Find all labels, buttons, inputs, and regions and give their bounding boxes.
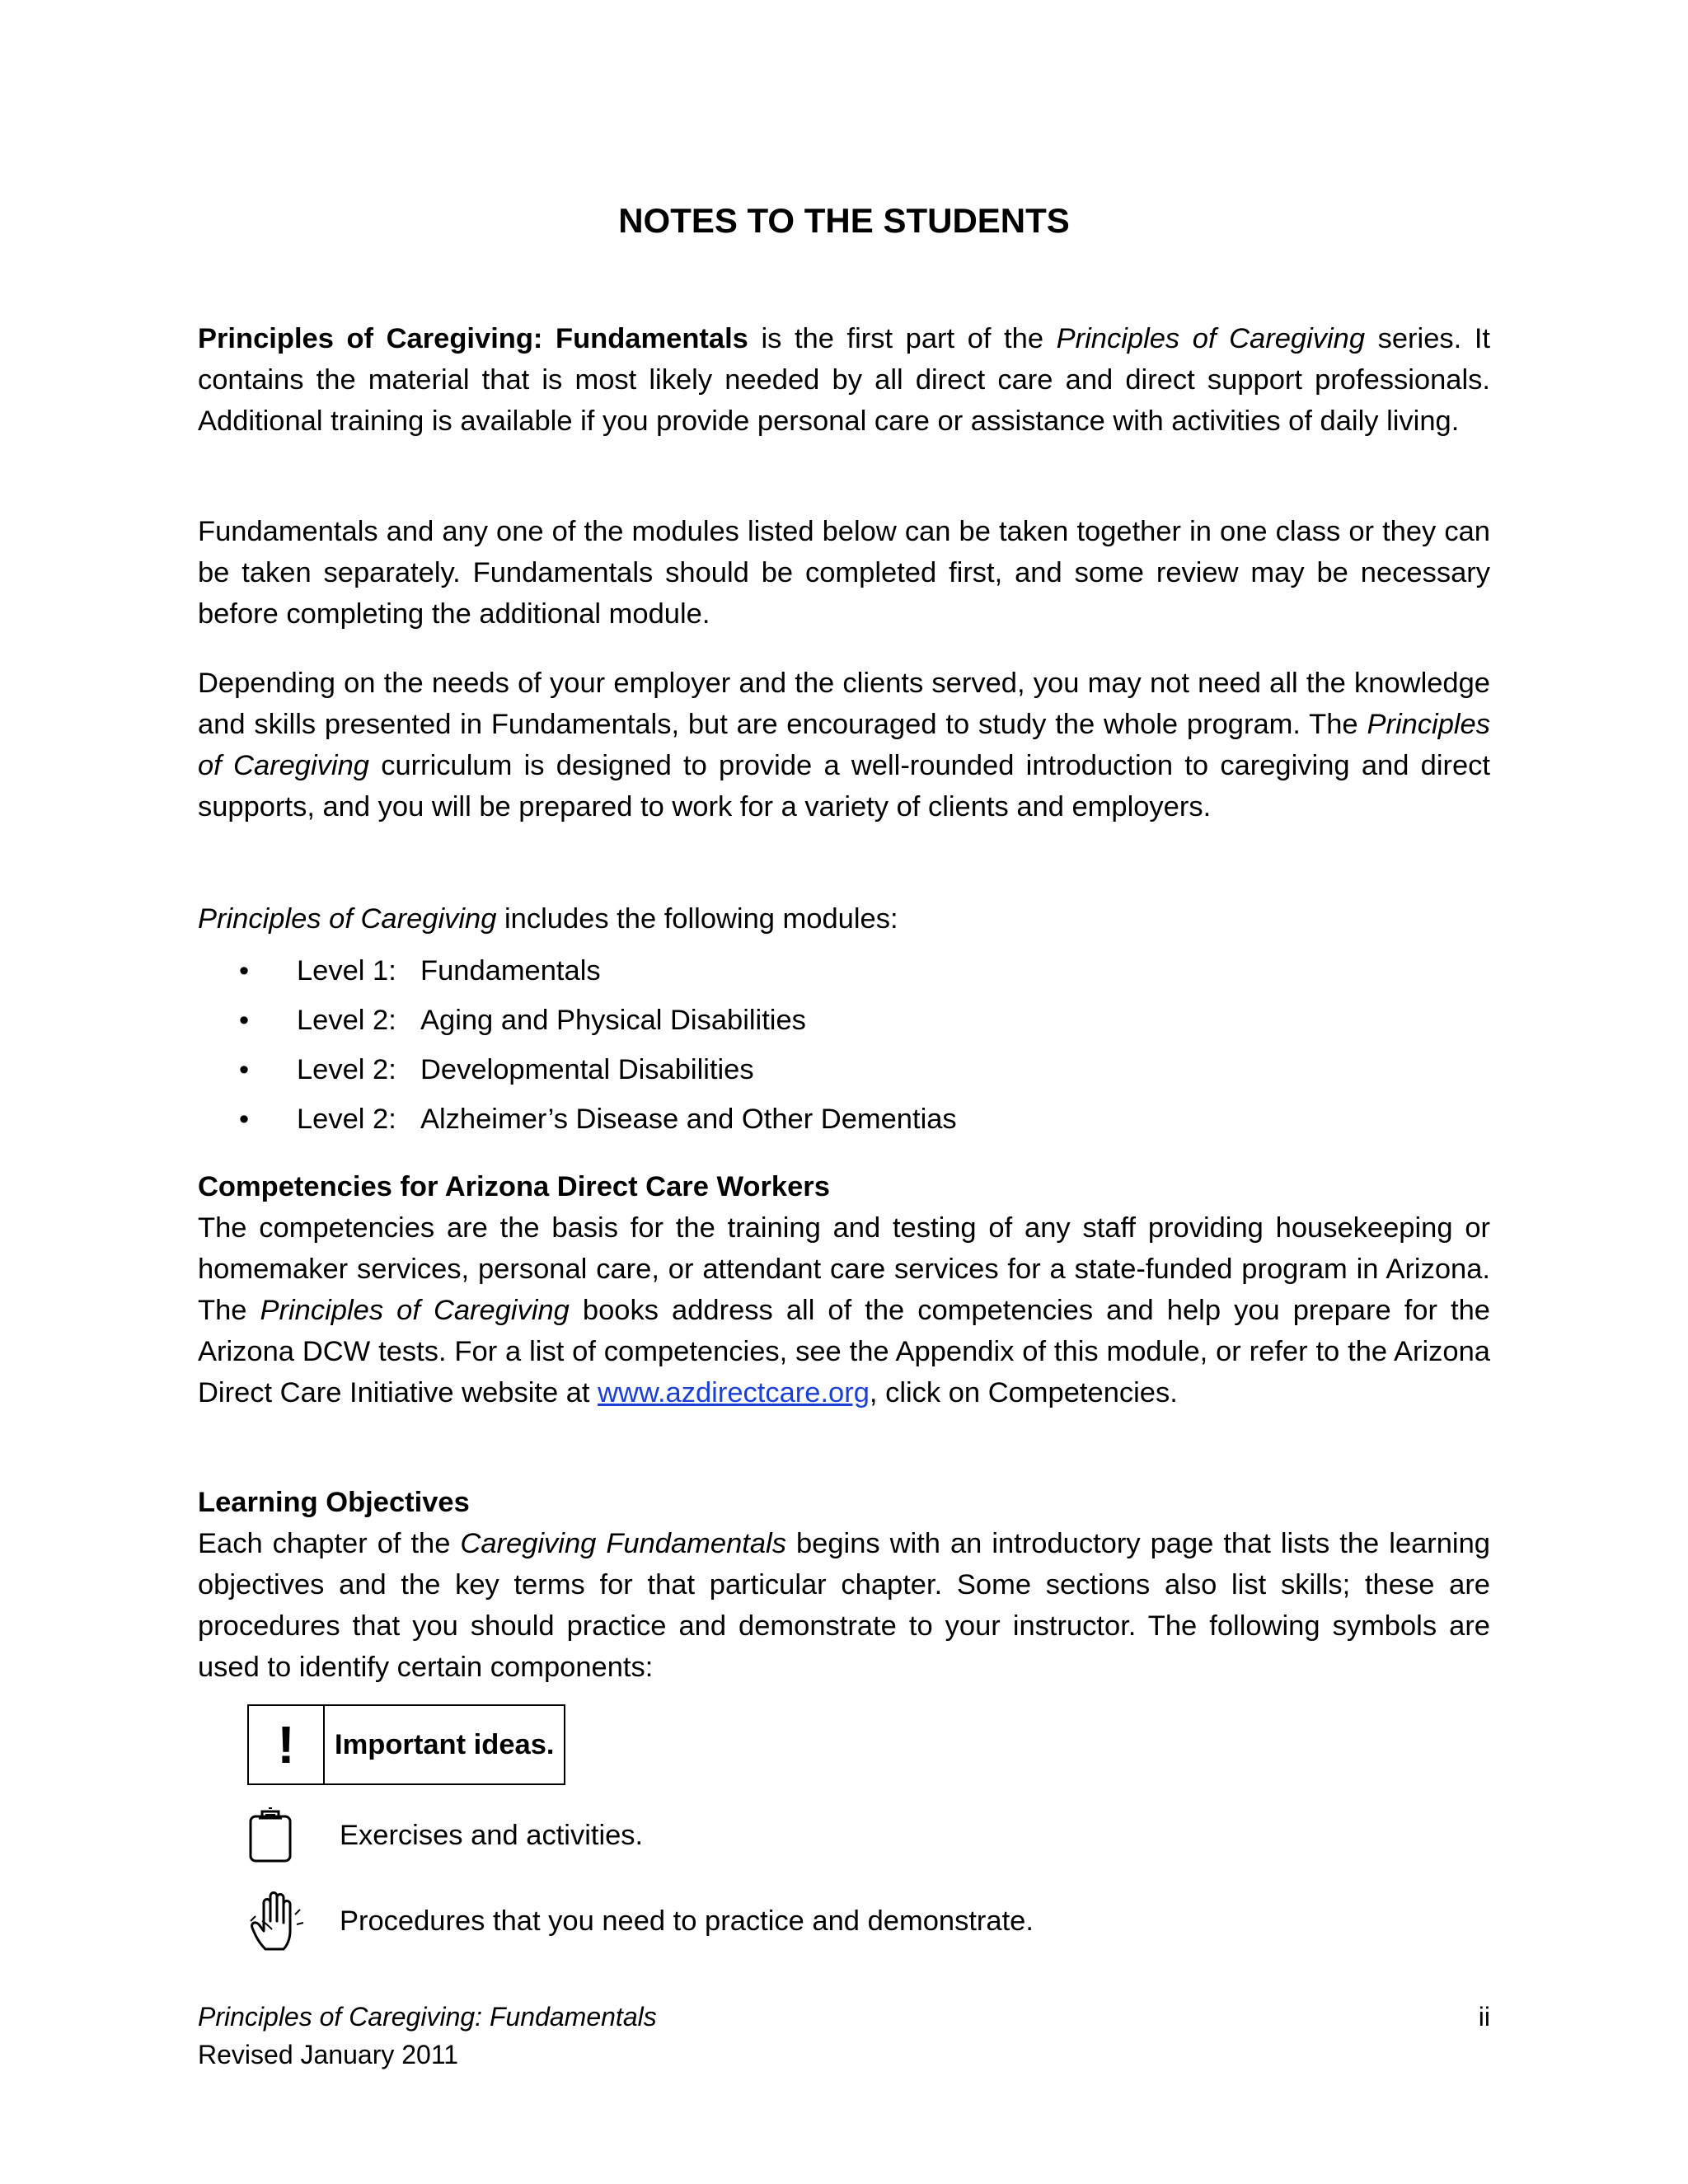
- module-name: Aging and Physical Disabilities: [420, 1005, 806, 1036]
- learning-text-b: begins with an introductory page that lists the learning objectives and the key terms for that particular chapter. Some sections also list skills; these are procedures that you should practice and demonstrate to your instructor. The following symbols are used to identify certain components:: [198, 1528, 1490, 1683]
- hand-icon: [247, 1888, 340, 1954]
- modules-intro-italic: Principles of Caregiving: [198, 903, 497, 935]
- module-level: Level 1:: [297, 955, 396, 987]
- learning-text-a: Each chapter of the: [198, 1528, 461, 1559]
- important-ideas-legend: [247, 1704, 565, 1785]
- footer: [198, 1998, 657, 2074]
- intro-paragraph-3: [198, 663, 1490, 827]
- procedures-label: Procedures that you need to practice and demonstrate.: [340, 1905, 1034, 1937]
- list-item: [198, 1094, 957, 1144]
- modules-intro: [198, 898, 1490, 940]
- module-list: [198, 946, 957, 1144]
- intro-paragraph-1: [198, 318, 1490, 442]
- important-ideas-label: Important ideas.: [335, 1728, 555, 1760]
- module-level: Level 2:: [297, 1005, 396, 1036]
- module-level: Level 2:: [297, 1054, 396, 1085]
- competencies-text-b: books address all of the competencies and help you prepare for the Arizona DCW tests. For a list of competencies, see the Appendix of this module, or refer to the Arizona Direct Care Initiative website at: [198, 1295, 1490, 1408]
- list-item: [198, 1045, 957, 1094]
- list-item: [198, 946, 957, 996]
- intro-p1-text-b: series. It contains the material that is most likely needed by all direct care and direct support professionals. Additional training is available if you provide personal care or assistance with activities of daily living.: [198, 323, 1490, 437]
- intro-paragraph-2: Fundamentals and any one of the modules listed below can be taken together in one class or they can be taken separately. Fundamentals should be completed first, and some review may be necessary before completing the additional module.: [198, 516, 1490, 630]
- page-title: NOTES TO THE STUDENTS: [618, 201, 1070, 240]
- competencies-text-a: The competencies are the basis for the training and testing of any staff providing housekeeping or homemaker services, personal care, or attendant care services for a state-funded program in Arizona. The: [198, 1212, 1490, 1326]
- page-number: ii: [1478, 2002, 1490, 2032]
- competencies-heading: Competencies for Arizona Direct Care Workers: [198, 1171, 830, 1202]
- intro-p1-text-a: is the first part of the: [748, 323, 1057, 354]
- footer-revised-date: Revised January 2011: [198, 2040, 459, 2069]
- book-title-bold: Principles of Caregiving: Fundamentals: [198, 323, 748, 354]
- modules-intro-text: includes the following modules:: [496, 903, 898, 935]
- module-name: Developmental Disabilities: [420, 1054, 754, 1085]
- intro-p3-text-a: Depending on the needs of your employer and the clients served, you may not need all the knowledge and skills presented in Fundamentals, but are encouraged to study the whole program. The: [198, 668, 1490, 740]
- azdirectcare-link[interactable]: www.azdirectcare.org: [598, 1377, 870, 1408]
- module-name: Fundamentals: [420, 955, 601, 987]
- series-title-italic: Principles of Caregiving: [1056, 323, 1366, 354]
- competencies-section: [198, 1166, 1490, 1413]
- learning-italic: Caregiving Fundamentals: [460, 1528, 786, 1559]
- learning-objectives-heading: Learning Objectives: [198, 1487, 470, 1518]
- procedures-legend: [247, 1887, 1034, 1955]
- learning-objectives-section: [198, 1482, 1490, 1688]
- module-level: Level 2:: [297, 1104, 396, 1135]
- competencies-text-c: , click on Competencies.: [869, 1377, 1178, 1408]
- intro-p3-text-b: curriculum is designed to provide a well-rounded introduction to caregiving and direct supports, and you will be prepared to work for a variety of clients and employers.: [198, 750, 1491, 823]
- exercises-label: Exercises and activities.: [340, 1819, 644, 1851]
- exclamation-icon: !: [249, 1706, 325, 1783]
- module-name: Alzheimer’s Disease and Other Dementias: [420, 1104, 957, 1135]
- clipboard-icon: [247, 1807, 340, 1864]
- exercises-legend: [247, 1805, 643, 1866]
- footer-book-title: Principles of Caregiving: Fundamentals: [198, 2002, 657, 2032]
- list-item: [198, 996, 957, 1045]
- competencies-italic: Principles of Caregiving: [260, 1295, 570, 1326]
- curriculum-title-italic: Principles of Caregiving: [198, 709, 1490, 781]
